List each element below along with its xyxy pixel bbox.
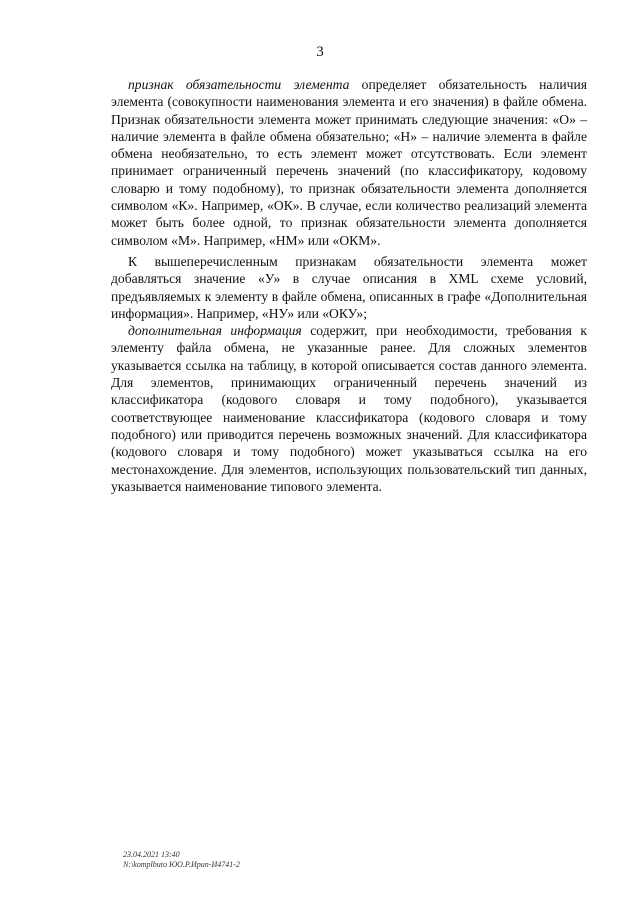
paragraph-text: определяет обязательность наличия элемента (совокупности наименования элемента и его значения) в файле обмена. Признак обязательности элемента может принимать следующие значения: «О» – наличие элемента в файле обмена обязательно; «Н» – наличие элемента в файле обмена необязательно, то есть элемент может отсутствовать. Если элемент принимает ограниченный перечень значений (по классификатору, кодовому словарю и тому подобному), то признак обязательности элемента дополняется символом «К». Например, «ОК». В случае, если количество реализаций элемента может быть более одной, то признак обязательности элемента дополняется символом «М». Например, «НМ» или «ОКМ». [111, 77, 587, 248]
paragraph-additional-info [111, 322, 587, 495]
term-additional-info: дополнительная информация [128, 323, 302, 339]
paragraph-text: К вышеперечисленным признакам обязательности элемента может добавляться значение «У» в случае описания в XML схеме условий, предъявляемых к элементу в файле обмена, описанных в графе «Дополнительная информация». Например, «НУ» или «ОКУ»; [111, 253, 587, 321]
page-number: 3 [316, 44, 324, 60]
footer-path: N:\komplbuto ЮО.Р.Ирип-И4741-2 [123, 860, 240, 869]
paragraph-obligation-attribute [111, 76, 587, 249]
term-obligation-attribute: признак обязательности элемента [128, 77, 350, 92]
footer-date: 23.04.2021 13:40 [123, 850, 180, 859]
footer-stamp [123, 850, 240, 870]
paragraph-condition-value [111, 253, 587, 322]
document-body [111, 76, 587, 495]
paragraph-text: содержит, при необходимости, требования к элементу файла обмена, не указанные ранее. Для сложных элементов указывается ссылка на таблицу, в которой описывается состав данного элемента. Для элементов, принимающих ограниченный перечень значений из классификатора (кодового словаря и тому подобного), указывается соответствующее наименование классификатора (кодового словаря и тому подобного) или приводится перечень возможных значений. Для классификатора (кодового словаря и тому подобного) может указываться ссылка на его местонахождение. Для элементов, использующих пользовательский тип данных, указывается наименование типового элемента. [111, 323, 587, 494]
